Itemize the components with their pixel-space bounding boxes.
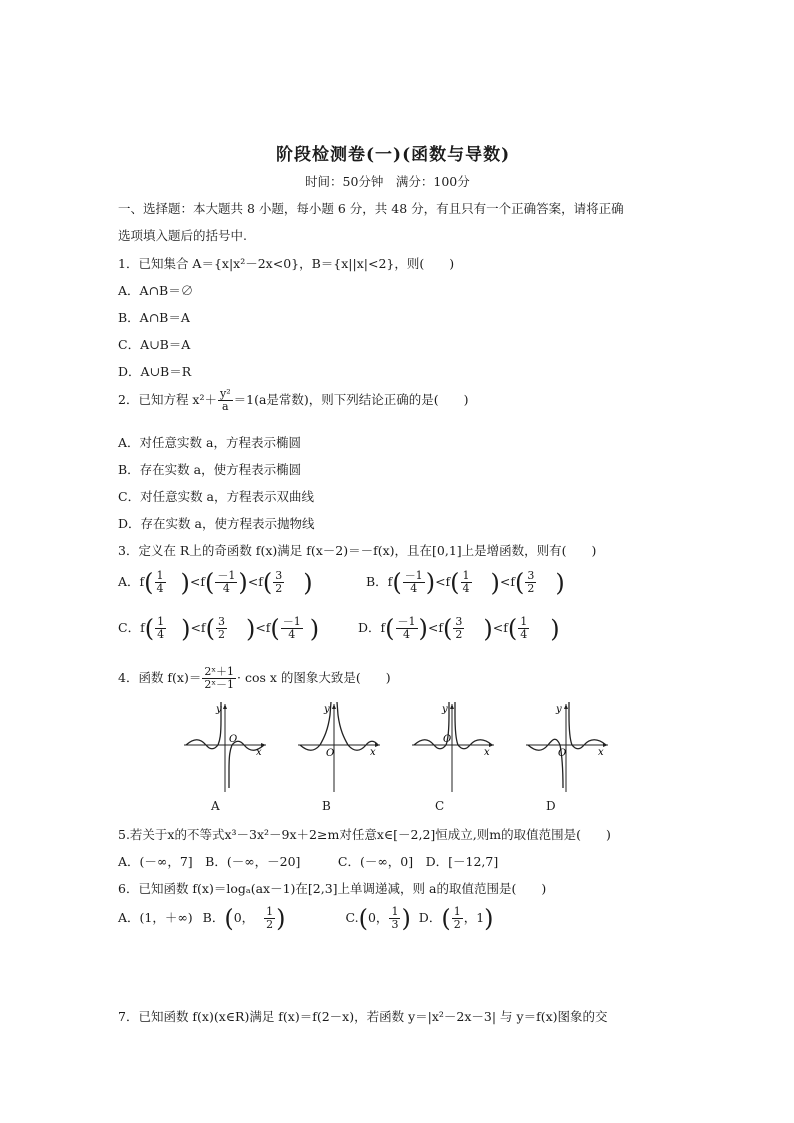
question-1-option-b: B．A∩B＝A bbox=[118, 310, 190, 325]
graph-label-a: A bbox=[211, 799, 220, 813]
fraction bbox=[452, 906, 463, 931]
graph-label-d: D bbox=[546, 799, 556, 813]
question-2-fraction bbox=[218, 388, 233, 413]
num: 3 bbox=[217, 615, 225, 628]
lt-f: <f bbox=[189, 574, 206, 589]
x-label: x bbox=[370, 747, 376, 758]
option-c-label: C. bbox=[345, 910, 359, 925]
option-a: A．(1，＋∞) bbox=[118, 910, 193, 925]
fraction bbox=[264, 906, 275, 931]
den: 4 bbox=[157, 628, 165, 641]
den: 4 bbox=[288, 628, 296, 641]
lt-f: <f bbox=[435, 574, 451, 589]
den: 2 bbox=[527, 582, 535, 595]
y-axis-arrow-icon bbox=[332, 704, 336, 709]
question-5-stem: 5.若关于x的不等式x³－3x²－9x＋2≥m对任意x∈[－2,2]恒成立,则m的取值范围是( ) bbox=[118, 827, 611, 842]
question-4-pre: 4．函数 f(x)＝ bbox=[118, 670, 202, 685]
paren-close: ) bbox=[555, 568, 565, 597]
question-1-stem: 1．已知集合 A＝{x|x²－2x<0}，B＝{x||x|<2}，则( ) bbox=[118, 256, 455, 271]
question-2-stem bbox=[118, 388, 469, 413]
num: 1 bbox=[453, 905, 461, 918]
paren-open: ( bbox=[205, 614, 215, 643]
paren-close: ) bbox=[303, 568, 313, 597]
num: －1 bbox=[282, 615, 301, 628]
graph-a bbox=[180, 700, 270, 795]
fraction bbox=[155, 570, 166, 595]
page-title: 阶段检测卷(一)(函数与导数) bbox=[276, 145, 511, 165]
paren-close: ) bbox=[401, 904, 411, 933]
num: 1 bbox=[266, 905, 274, 918]
paren-open: ( bbox=[224, 904, 234, 933]
den: 2 bbox=[455, 628, 463, 641]
paren-open: ( bbox=[358, 904, 368, 933]
lt-f: <f bbox=[247, 574, 263, 589]
y-label: y bbox=[556, 704, 562, 715]
option-d-label: D． bbox=[418, 910, 442, 925]
question-6-stem: 6．已知函数 f(x)＝logₐ(ax－1)在[2,3]上单调递减，则 a的取值范围是( ) bbox=[118, 881, 547, 896]
question-3-stem: 3．定义在 R上的奇函数 f(x)满足 f(x－2)＝－f(x)，且在[0,1]上是增函数，则有( ) bbox=[118, 543, 597, 558]
paren-close: ) bbox=[425, 568, 436, 597]
fraction bbox=[215, 570, 237, 595]
den: 4 bbox=[403, 628, 411, 641]
curve-right bbox=[337, 702, 378, 750]
y-label: y bbox=[324, 704, 330, 715]
y-axis-arrow-icon bbox=[223, 704, 227, 709]
fraction bbox=[403, 570, 425, 595]
origin-label: O bbox=[326, 748, 335, 759]
paren-open: ( bbox=[443, 614, 453, 643]
paren-close: ) bbox=[490, 568, 500, 597]
den: 4 bbox=[156, 582, 164, 595]
num: 1 bbox=[462, 569, 470, 582]
question-2-post: ＝1(a是常数)，则下列结论正确的是( ) bbox=[233, 392, 469, 407]
paren-open: ( bbox=[515, 568, 525, 597]
question-4-post: · cos x 的图象大致是( ) bbox=[237, 670, 391, 685]
paren-close: ) bbox=[276, 904, 286, 933]
fraction-numerator: 2ˣ＋1 bbox=[204, 665, 235, 678]
paren-close: ) bbox=[245, 614, 256, 643]
paren-open: ( bbox=[262, 568, 273, 597]
option-label: C．f bbox=[118, 620, 145, 635]
question-3-option-b bbox=[366, 570, 565, 595]
num: 1 bbox=[157, 615, 165, 628]
fraction bbox=[396, 616, 418, 641]
paren-close: ) bbox=[418, 614, 428, 643]
question-6-options bbox=[118, 906, 494, 931]
x-label: x bbox=[598, 747, 604, 758]
option-label: D．f bbox=[358, 620, 386, 635]
paren-close: ) bbox=[550, 614, 560, 643]
paren-open: ( bbox=[450, 568, 460, 597]
fraction bbox=[273, 570, 284, 595]
zero-comma: 0， bbox=[233, 910, 255, 925]
den: 3 bbox=[391, 918, 399, 931]
paren-close: ) bbox=[180, 568, 190, 597]
fraction-denominator: 2ˣ－1 bbox=[204, 678, 235, 691]
question-7-stem: 7．已知函数 f(x)(x∈R)满足 f(x)＝f(2－x)，若函数 y＝|x²－2x－3| 与 y＝f(x)图象的交 bbox=[118, 1009, 608, 1024]
origin-label: O bbox=[558, 748, 567, 759]
question-2-option-c: C．对任意实数 a，方程表示双曲线 bbox=[118, 489, 314, 504]
lt-f: <f bbox=[255, 620, 271, 635]
paren-close: ) bbox=[181, 614, 191, 643]
fraction bbox=[281, 616, 303, 641]
question-4-stem bbox=[118, 666, 391, 691]
origin-label: O bbox=[443, 734, 452, 745]
y-label: y bbox=[216, 704, 222, 715]
fraction bbox=[518, 616, 529, 641]
paren-close: ) bbox=[484, 904, 494, 933]
lt-f: <f bbox=[190, 620, 206, 635]
den: 4 bbox=[520, 628, 528, 641]
question-4-fraction bbox=[202, 666, 236, 691]
lt-f: <f bbox=[427, 620, 444, 635]
lt-f: <f bbox=[492, 620, 508, 635]
den: 2 bbox=[266, 918, 274, 931]
num: 3 bbox=[275, 569, 283, 582]
paren-open: ( bbox=[441, 904, 451, 933]
paren-open: ( bbox=[385, 614, 395, 643]
fraction bbox=[461, 570, 472, 595]
fraction bbox=[525, 570, 536, 595]
question-3-option-a bbox=[118, 570, 313, 595]
curve-right bbox=[455, 702, 492, 749]
fraction-numerator: y² bbox=[220, 387, 231, 400]
paren-open: ( bbox=[205, 568, 215, 597]
origin-label: O bbox=[229, 734, 238, 745]
den: 4 bbox=[410, 582, 418, 595]
num: 3 bbox=[527, 569, 535, 582]
graph-label-b: B bbox=[322, 799, 331, 813]
graph-c bbox=[408, 700, 498, 795]
fraction bbox=[453, 616, 464, 641]
den: 2 bbox=[217, 628, 225, 641]
comma-one: ，1 bbox=[463, 910, 485, 925]
graph-b bbox=[294, 700, 384, 795]
y-label: y bbox=[442, 704, 448, 715]
num: 1 bbox=[156, 569, 164, 582]
question-2-option-d: D．存在实数 a，使方程表示抛物线 bbox=[118, 516, 315, 531]
y-axis-arrow-icon bbox=[450, 704, 454, 709]
question-3-option-d bbox=[358, 616, 560, 641]
num: 1 bbox=[391, 905, 399, 918]
paren-open: ( bbox=[392, 568, 402, 597]
curve-right bbox=[569, 702, 606, 749]
fraction bbox=[155, 616, 166, 641]
option-b-label: B． bbox=[202, 910, 225, 925]
paren-open: ( bbox=[144, 614, 155, 643]
paren-close: ) bbox=[309, 614, 320, 643]
question-1-option-d: D．A∪B＝R bbox=[118, 364, 192, 379]
fraction bbox=[389, 906, 400, 931]
paren-close: ) bbox=[238, 568, 248, 597]
den: 4 bbox=[222, 582, 230, 595]
fraction-denominator: a bbox=[222, 400, 229, 413]
paren-open: ( bbox=[270, 614, 280, 643]
num: 1 bbox=[520, 615, 528, 628]
question-1-option-a: A．A∩B＝∅ bbox=[118, 283, 194, 298]
num: －1 bbox=[404, 569, 423, 582]
option-label: A．f bbox=[118, 574, 145, 589]
question-3-option-c bbox=[118, 616, 319, 641]
exam-time-score: 时间：50分钟 满分：100分 bbox=[305, 174, 470, 189]
num: 3 bbox=[455, 615, 463, 628]
graph-label-c: C bbox=[435, 799, 445, 813]
question-2-option-b: B．存在实数 a，使方程表示椭圆 bbox=[118, 462, 302, 477]
curve-left bbox=[528, 739, 563, 788]
question-5-options: A．(－∞，7] B．(－∞，－20] C．(－∞，0] D．[－12,7] bbox=[118, 854, 499, 869]
section-instructions-line2: 选项填入题后的括号中. bbox=[118, 228, 247, 243]
fraction bbox=[216, 616, 227, 641]
paren-open: ( bbox=[144, 568, 154, 597]
section-instructions-line1: 一、选择题：本大题共 8 小题，每小题 6 分，共 48 分，有且只有一个正确答案，请将正确 bbox=[118, 201, 624, 216]
y-axis-arrow-icon bbox=[564, 704, 568, 709]
den: 4 bbox=[462, 582, 470, 595]
num: －1 bbox=[217, 569, 236, 582]
paren-close: ) bbox=[483, 614, 493, 643]
num: －1 bbox=[397, 615, 416, 628]
zero-comma: 0， bbox=[367, 910, 389, 925]
den: 2 bbox=[275, 582, 283, 595]
paren-open: ( bbox=[507, 614, 518, 643]
den: 2 bbox=[453, 918, 461, 931]
graph-d bbox=[522, 700, 612, 795]
question-1-option-c: C．A∪B＝A bbox=[118, 337, 191, 352]
question-2-option-a: A．对任意实数 a，方程表示椭圆 bbox=[118, 435, 301, 450]
question-2-pre: 2．已知方程 x²＋ bbox=[118, 392, 217, 407]
x-label: x bbox=[484, 747, 490, 758]
x-label: x bbox=[256, 747, 262, 758]
lt-f: <f bbox=[499, 574, 516, 589]
option-label: B．f bbox=[366, 574, 393, 589]
